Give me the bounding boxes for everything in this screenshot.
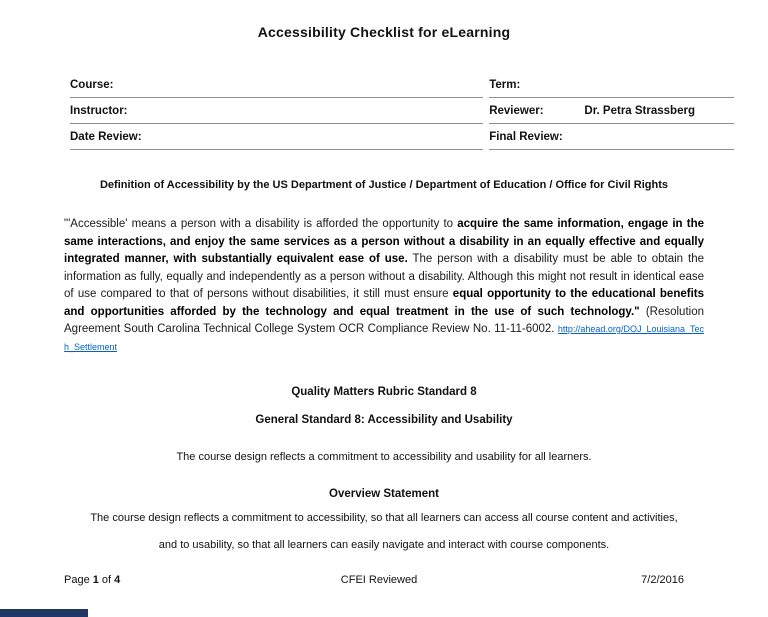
settlement-link[interactable]: http://ahead.org/DOJ_Louisiana_Tech_Settlement	[64, 324, 704, 352]
overview-text-line1: The course design reflects a commitment to accessibility, so that all learners can access all course content and activities,	[90, 512, 678, 524]
definition-text-normal: (Resolution Agreement South Carolina Technical College System OCR Compliance Review No. 11-11-6002.	[64, 305, 704, 335]
final-review-field	[489, 124, 734, 150]
date-review-field	[70, 124, 483, 150]
definition-text-bold: equal opportunity to the educational benefits and opportunities afforded by the technology and equal treatment in the use of such technology."	[64, 288, 704, 318]
page-total: 4	[114, 574, 121, 586]
definition-text-bold: acquire the same information, engage in the same interactions, and enjoy the same services as a person without a disability in an equally effective and equally integrated manner, with substantially equivalent ease of use.	[64, 218, 704, 265]
of-word: of	[98, 574, 115, 586]
qm-general-standard-heading: General Standard 8: Accessibility and Usability	[255, 414, 513, 426]
page-word: Page	[64, 574, 93, 586]
footer-reviewed-text: CFEI Reviewed	[340, 574, 418, 586]
definition-text-normal: The person with a disability must be able to obtain the information as fully, equally and independently as a person without a disability. Although this might not result in identical ease of use compared to that of persons without disabilities, it still must ensure	[64, 253, 704, 300]
instructor-field	[70, 98, 483, 124]
bottom-left-accent-bar	[0, 609, 88, 617]
instructor-label: Instructor:	[70, 105, 128, 117]
definition-paragraph	[64, 216, 704, 356]
table-row	[70, 98, 734, 124]
overview-text-line2: and to usability, so that all learners can easily navigate and interact with course components.	[158, 539, 610, 551]
reviewer-value: Dr. Petra Strassberg	[584, 105, 695, 117]
qm-standard-heading: Quality Matters Rubric Standard 8	[291, 386, 477, 398]
page-number-indicator	[64, 574, 331, 586]
course-label: Course:	[70, 79, 114, 91]
term-label: Term:	[489, 79, 521, 91]
course-info-table	[64, 72, 740, 150]
reviewer-field	[489, 98, 734, 124]
table-row	[70, 72, 734, 98]
term-field	[489, 72, 734, 98]
date-review-label: Date Review:	[70, 131, 142, 143]
qm-commitment-text: The course design reflects a commitment to accessibility and usability for all learners.	[176, 451, 592, 463]
overview-statement-heading: Overview Statement	[329, 488, 439, 500]
page-footer	[0, 574, 768, 586]
definition-text-normal: "'Accessible' means a person with a disability is afforded the opportunity to	[64, 218, 458, 230]
final-review-label: Final Review:	[489, 131, 563, 143]
definition-heading: Definition of Accessibility by the US Department of Justice / Department of Education / Office for Civil Rights	[99, 179, 668, 191]
footer-date: 7/2/2016	[641, 574, 684, 586]
reviewer-label: Reviewer:	[489, 105, 544, 117]
page-title: Accessibility Checklist for eLearning	[257, 24, 511, 40]
table-row	[70, 124, 734, 150]
course-field	[70, 72, 483, 98]
page-number: 1	[92, 574, 99, 586]
